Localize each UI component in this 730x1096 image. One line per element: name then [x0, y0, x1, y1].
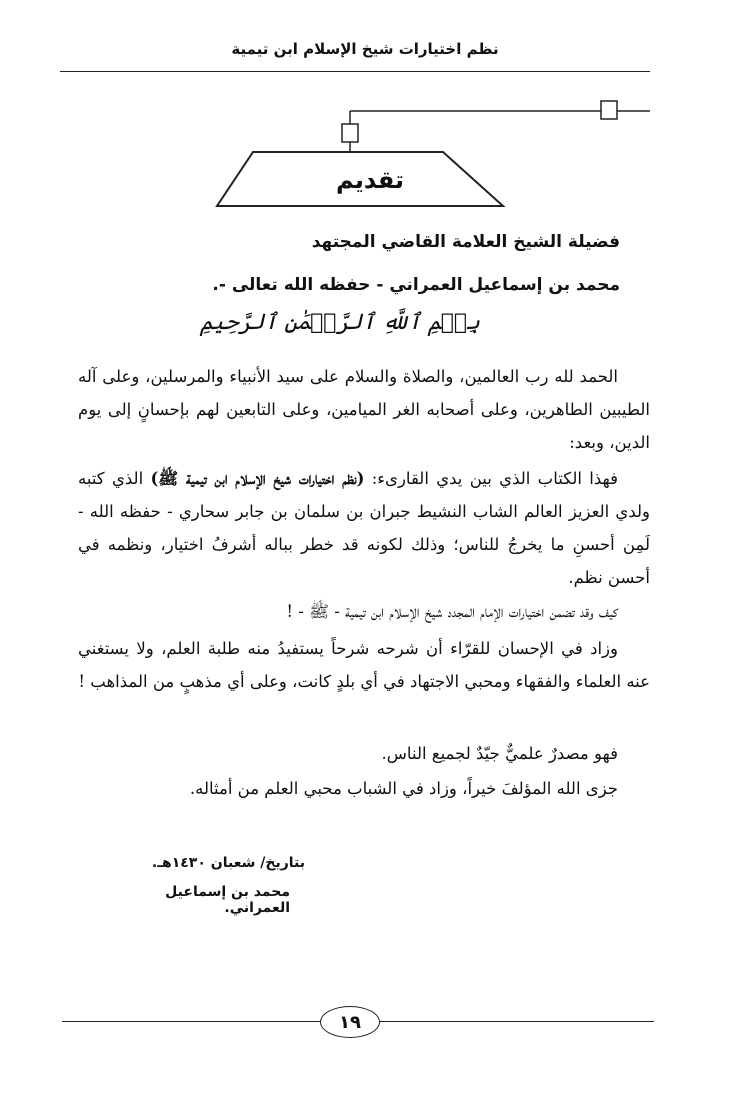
paragraph-2-rest: الذي كتبه ولدي العزيز العالم الشاب النشيط جبران بن سلمان بن جابر سحاري - حفظه الله - لَمِن أحسنِ ما يخرجُ للناس؛ وذلك لكونه قد خطر بباله أشرفُ اختيار، ونظمه في أحسن نظم. [78, 469, 650, 587]
signature-date: بتاريخ/ شعبان ١٤٣٠هـ. [151, 855, 305, 871]
ornament-square-center [342, 124, 358, 142]
section-title: تقديم [336, 166, 404, 194]
basmala: بِسۡمِ ٱللَّهِ ٱلرَّحۡمَٰنِ ٱلرَّحِيمِ [199, 310, 481, 335]
paragraph-4-text: وزاد في الإحسان للقرّاء أن شرحه شرحاً يستفيدُ منه طلبة العلم، ولا يستغني عنه العلماء والفقهاء ومحبي الاجتهاد في أي بلدٍ كانت، وعلى أي مذهبٍ من المذاهب ! [78, 639, 650, 691]
title-ornament [0, 0, 730, 230]
paragraph-3-text: كيف وقد تضمن اختيارات الإمام المجدد شيخ الإسلام ابن تيمية - ﷺ - ! [286, 602, 618, 621]
paragraph-1 [78, 360, 650, 459]
paragraph-2 [78, 462, 650, 594]
ornament-square-right [601, 101, 617, 119]
author-heading-line2: محمد بن إسماعيل العمراني - حفظه الله تعالى -. [212, 275, 620, 295]
paragraph-6-text: جزى الله المؤلفَ خيراً، وزاد في الشباب محبي العلم من أمثاله. [189, 779, 618, 798]
paragraph-4 [78, 632, 650, 698]
book-title-reference: (نظم اختيارات شيخ الإسلام ابن تيمية ﷺ) [150, 469, 365, 488]
paragraph-6 [78, 772, 650, 805]
signature-name: محمد بن إسماعيل العمراني. [165, 884, 290, 916]
paragraph-2-lead: فهذا الكتاب الذي بين يدي القارىء: [364, 469, 618, 488]
running-title: نظم اختيارات شيخ الإسلام ابن تيمية [231, 40, 499, 58]
paragraph-5 [78, 737, 650, 770]
paragraph-5-text: فهو مصدرٌ علميٌّ جيّدٌ لجميع الناس. [381, 744, 618, 763]
paragraph-3 [78, 595, 650, 628]
paragraph-1-text: الحمد لله رب العالمين، والصلاة والسلام على سيد الأنبياء والمرسلين، وعلى آله الطيبين الطاهرين، وعلى أصحابه الغر الميامين، وعلى التابعين لهم بإحسانٍ إلى يوم الدين، وبعد: [78, 367, 650, 452]
author-heading-line1: فضيلة الشيخ العلامة القاضي المجتهد [311, 232, 620, 252]
page-number: ١٩ [320, 1006, 380, 1038]
